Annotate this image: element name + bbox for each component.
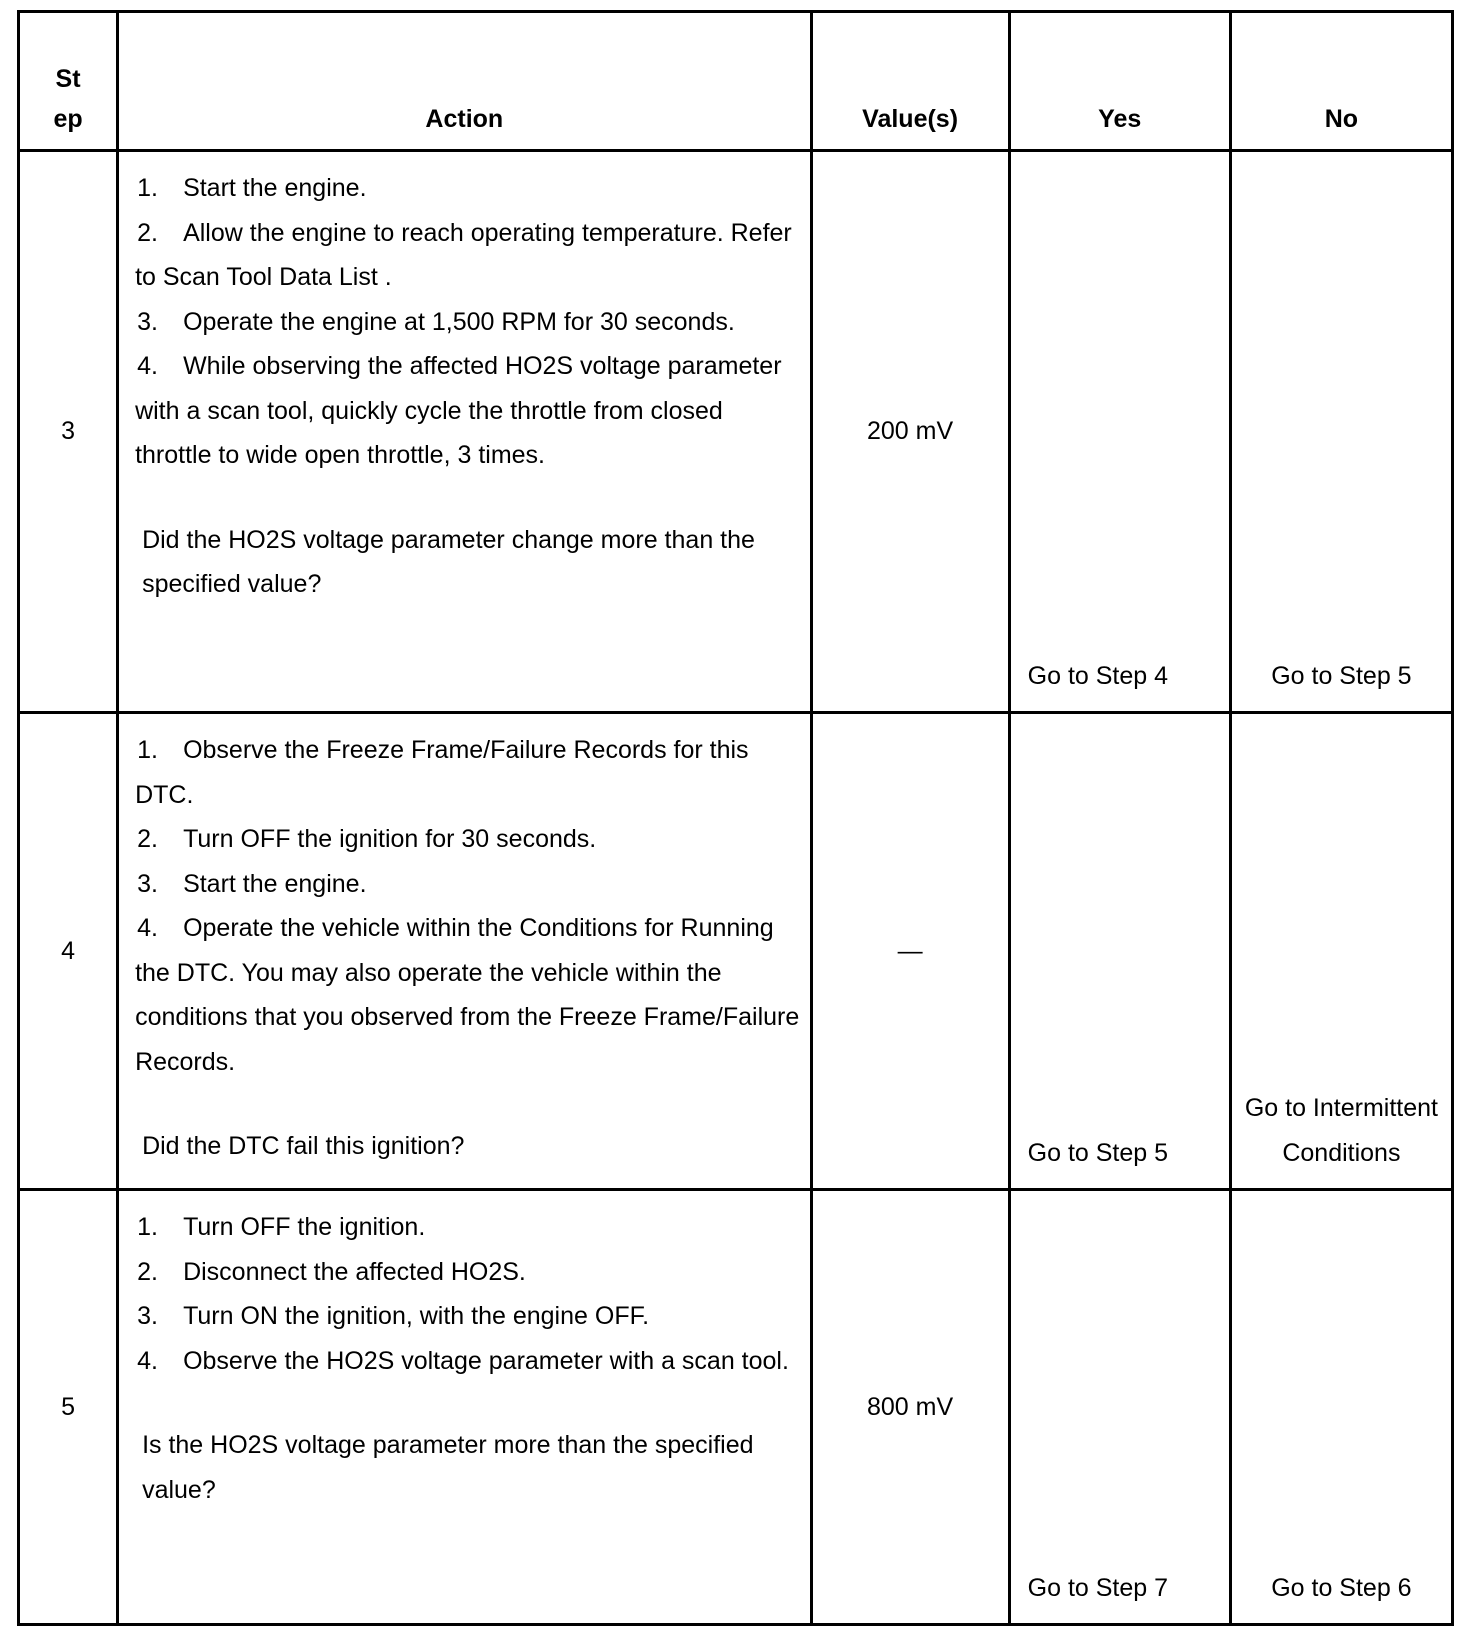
action-step [135, 300, 799, 345]
step-number: 4 [19, 713, 118, 1190]
header-step [19, 12, 118, 151]
action-step-number: 3. [137, 307, 158, 336]
action-step [135, 1205, 799, 1250]
step-number: 5 [19, 1190, 118, 1625]
action-step-number: 1. [137, 736, 158, 764]
action-question: Did the HO2S voltage parameter change more than the specified value? [142, 525, 755, 598]
diagnostic-table [17, 10, 1454, 1626]
no-cell: Go to Step 6 [1230, 1190, 1452, 1625]
action-step-text: Allow the engine to reach operating temperature. Refer to Scan Tool Data List . [135, 218, 792, 291]
value-cell: 200 mV [811, 151, 1009, 713]
action-step-number: 2. [137, 1257, 158, 1286]
action-step [135, 211, 799, 300]
action-cell [118, 151, 811, 713]
action-step-text: Turn OFF the ignition. [183, 1213, 426, 1241]
action-step [135, 1294, 799, 1339]
action-step-text: Start the engine. [183, 174, 367, 202]
action-question: Did the DTC fail this ignition? [142, 1132, 465, 1160]
header-row [19, 12, 1453, 151]
action-step-text: Turn OFF the ignition for 30 seconds. [183, 825, 597, 853]
action-step-number: 1. [137, 1213, 158, 1241]
yes-cell: Go to Step 7 [1009, 1190, 1230, 1625]
action-question: Is the HO2S voltage parameter more than the specified value? [142, 1431, 754, 1504]
action-step-number: 3. [137, 1302, 158, 1330]
action-step-number: 3. [137, 869, 158, 898]
value-cell: 800 mV [811, 1190, 1009, 1625]
action-step-text: Start the engine. [183, 869, 367, 898]
header-step-line2: ep [53, 105, 83, 133]
action-step-text: Operate the engine at 1,500 RPM for 30 seconds. [183, 307, 735, 336]
action-cell [118, 1190, 811, 1625]
header-values: Value(s) [811, 12, 1009, 151]
action-step-number: 1. [137, 174, 158, 202]
action-step-text: Observe the HO2S voltage parameter with a scan tool. [183, 1346, 789, 1375]
action-step-number: 4. [137, 914, 158, 942]
step-number: 3 [19, 151, 118, 713]
no-cell: Go to Step 5 [1230, 151, 1452, 713]
action-step-number: 4. [137, 352, 158, 380]
action-step [135, 166, 799, 211]
header-step-line1: St [55, 65, 81, 93]
table-row [19, 1190, 1453, 1625]
header-no: No [1230, 12, 1452, 151]
no-cell: Go to Intermittent Conditions [1230, 713, 1452, 1190]
action-step [135, 1250, 799, 1295]
action-step [135, 817, 799, 862]
action-step [135, 344, 799, 478]
action-step [135, 906, 799, 1084]
action-step [135, 862, 799, 907]
action-step [135, 1339, 799, 1384]
action-step-text: Operate the vehicle within the Conditions for Running the DTC. You may also operate the vehicle within the conditions that you observed from the Freeze Frame/Failure Records. [135, 914, 800, 1076]
action-step-text: While observing the affected HO2S voltage parameter with a scan tool, quickly cycle the throttle from closed throttle to wide open throttle, 3 times. [135, 352, 782, 469]
yes-cell: Go to Step 5 [1009, 713, 1230, 1190]
action-step-text: Disconnect the affected HO2S. [183, 1257, 526, 1286]
action-cell [118, 713, 811, 1190]
action-step-number: 2. [137, 218, 158, 247]
action-step-number: 2. [137, 825, 158, 853]
action-step-text: Turn ON the ignition, with the engine OFF. [183, 1302, 650, 1330]
yes-cell: Go to Step 4 [1009, 151, 1230, 713]
header-yes: Yes [1009, 12, 1230, 151]
header-action: Action [118, 12, 811, 151]
table-row [19, 151, 1453, 713]
action-step-text: Observe the Freeze Frame/Failure Records for this DTC. [135, 736, 749, 809]
action-step [135, 728, 799, 817]
action-step-number: 4. [137, 1346, 158, 1375]
value-cell: — [811, 713, 1009, 1190]
table-row [19, 713, 1453, 1190]
